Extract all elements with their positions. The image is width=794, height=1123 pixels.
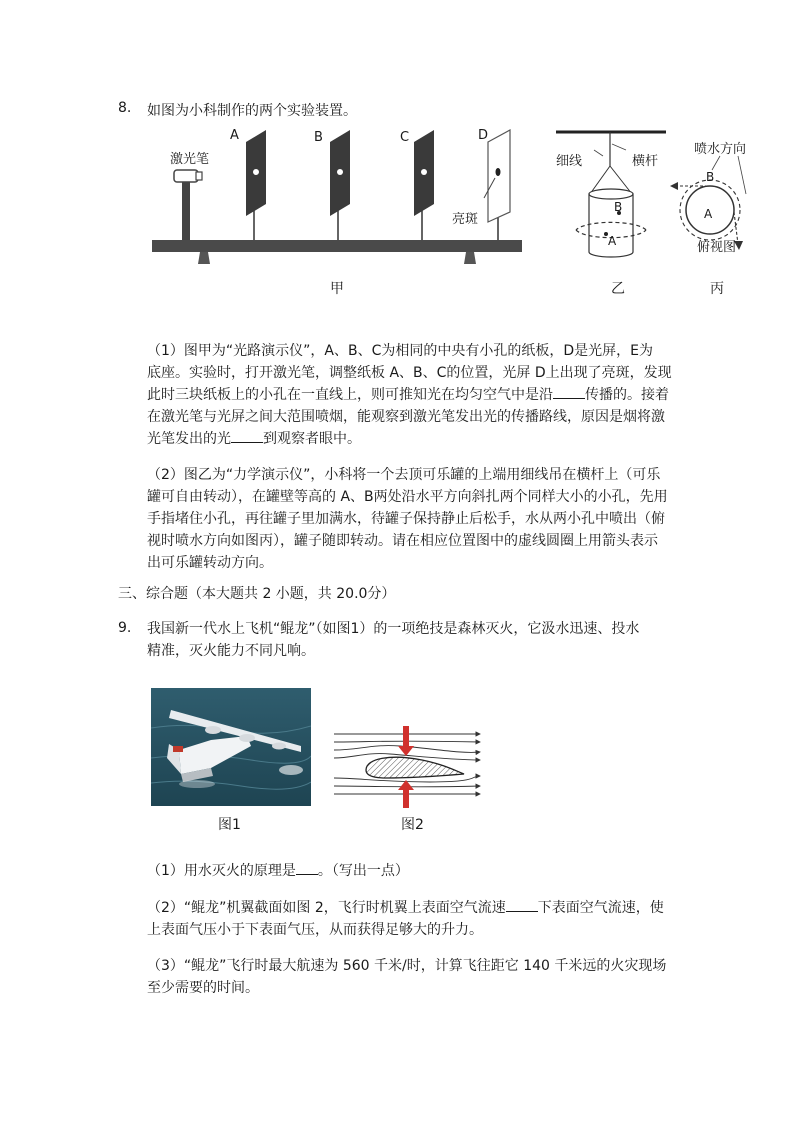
answer-blank-4[interactable] — [506, 897, 538, 912]
q9-part1: （1）用水灭火的原理是 。（写出一点） — [147, 860, 409, 882]
q8-part1-line2: 底座。实验时，打开激光笔，调整纸板 A、B、C的位置，光屏 D上出现了亮斑，发现 — [147, 365, 672, 381]
bright-spot-mark — [496, 168, 501, 176]
label-top-view: 俯视图 — [697, 240, 737, 255]
base-foot-right — [464, 252, 476, 264]
label-can-b: B — [614, 200, 623, 214]
q9-part2-line2: 上表面气压小于下表面气压，从而获得足够大的升力。 — [147, 922, 483, 938]
screen-d — [488, 130, 510, 222]
label-screen-d: D — [478, 128, 489, 143]
wing-section — [366, 757, 464, 778]
laser-stand — [182, 180, 190, 240]
q8-part1-line1: （1）图甲为“光路演示仪”，A、B、C为相同的中央有小孔的纸板，D是光屏，E为 — [147, 343, 653, 359]
label-laser-pen: 激光笔 — [170, 152, 210, 167]
question-number-8: 8. — [118, 100, 132, 116]
label-cross-bar: 横杆 — [632, 154, 659, 169]
label-spray-direction: 喷水方向 — [694, 142, 747, 157]
answer-blank-2[interactable] — [231, 428, 263, 443]
q8-part1-line3: 此时三块纸板上的小孔在一直线上，则可推知光在均匀空气中是沿 传播的。接着 — [147, 384, 669, 406]
q8-part1-line4: 在激光笔与光屏之间大范围喷烟，能观察到激光笔发出光的传播路线，原因是烟将激 — [147, 409, 665, 425]
question-number-9: 9. — [118, 620, 132, 636]
label-board-b: B — [314, 130, 323, 145]
label-board-c: C — [400, 130, 410, 145]
label-bright-spot: 亮斑 — [452, 212, 479, 227]
q8-part2-line3: 手指堵住小孔，再往罐子里加满水，待罐子保持静止后松手，水从两小孔中喷出（俯 — [147, 511, 665, 527]
caption-fig2: 图2 — [401, 817, 424, 833]
spray-arrow-left — [670, 182, 678, 190]
airfoil-diagram — [330, 724, 490, 808]
caption-jia: 甲 — [330, 281, 344, 297]
q8-part1-line5: 光笔发出的光 到观察者眼中。 — [147, 428, 361, 450]
seaplane-photo — [151, 688, 311, 806]
caption-bing: 丙 — [710, 281, 724, 297]
q8-part2-line5: 出可乐罐转动方向。 — [147, 555, 273, 571]
q9-part3-line1: （3）“鲲龙”飞行时最大航速为 560 千米/时，计算飞往距它 140 千米远的火灾现场 — [147, 958, 667, 974]
base-rail — [152, 240, 522, 252]
label-board-a: A — [230, 128, 239, 143]
laser-pen-icon — [174, 170, 198, 182]
q8-part2-line2: 罐可自由转动），在罐壁等高的 A、B两处沿水平方向斜扎两个同样大小的小孔，先用 — [147, 489, 668, 505]
answer-blank-1[interactable] — [553, 384, 585, 399]
base-foot-left — [198, 252, 210, 264]
label-string: 细线 — [556, 154, 583, 169]
label-circle-a: A — [704, 207, 713, 221]
caption-fig1: 图1 — [218, 817, 241, 833]
q9-part2-line1: （2）“鲲龙”机翼截面如图 2，飞行时机翼上表面空气流速 下表面空气流速，使 — [147, 897, 664, 919]
caption-yi: 乙 — [611, 281, 625, 297]
q9-part3-line2: 至少需要的时间。 — [147, 980, 259, 996]
q8-part2-line4: 视时喷水方向如图丙），罐子随即转动。请在相应位置图中的虚线圆圈上用箭头表示 — [147, 533, 658, 549]
section-heading-3: 三、综合题（本大题共 2 小题，共 20.0分） — [118, 586, 396, 602]
label-can-a: A — [608, 234, 617, 248]
q8-part2-line1: （2）图乙为“力学演示仪”，小科将一个去顶可乐罐的上端用细线吊在横杆上（可乐 — [147, 467, 661, 483]
label-circle-b: B — [706, 170, 715, 184]
q9-stem-line2: 精准，灭火能力不同凡响。 — [147, 643, 315, 659]
answer-blank-3[interactable] — [296, 860, 318, 875]
q9-stem-line1: 我国新一代水上飞机“鲲龙”（如图1）的一项绝技是森林灭火，它汲水迅速、投水 — [147, 621, 640, 637]
question-8-stem: 如图为小科制作的两个实验装置。 — [147, 103, 357, 119]
